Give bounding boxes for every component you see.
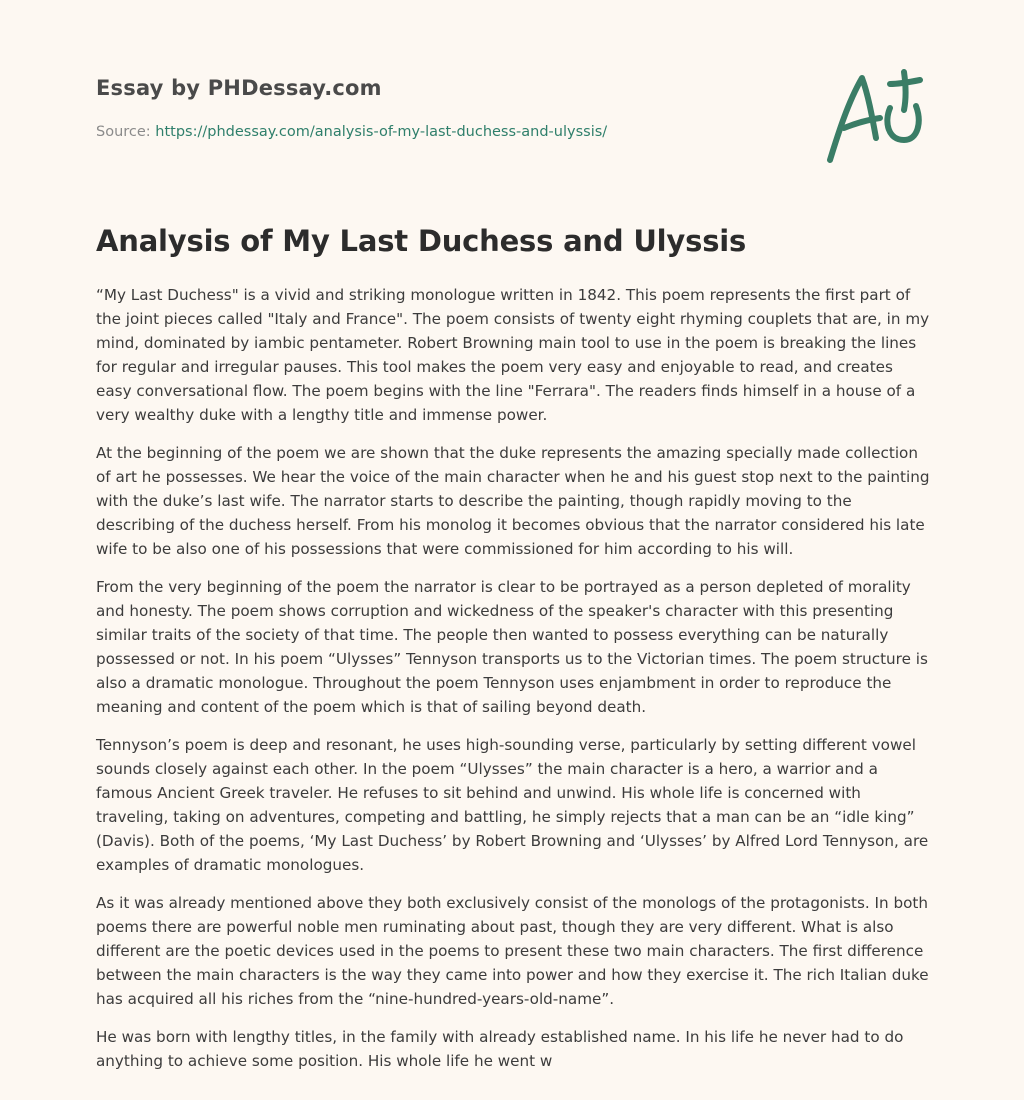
essay-title: Analysis of My Last Duchess and Ulyssis xyxy=(96,224,747,258)
source-label: Source: xyxy=(96,124,156,140)
a-plus-grade-icon xyxy=(824,64,928,168)
essay-body xyxy=(96,283,932,1087)
paragraph: As it was already mentioned above they both exclusively consist of the monologs of the protagonists. In both poems there are powerful noble men ruminating about past, though they are very different. What is also different are the poetic devices used in the poems to present these two main characters. The first difference between the main characters is the way they came into power and how they exercise it. The rich Italian duke has acquired all his riches from the “nine-hundred-years-old-name”. xyxy=(96,894,929,1008)
source-line xyxy=(96,124,607,140)
paragraph: “My Last Duchess" is a vivid and striking monologue written in 1842. This poem represents the first part of the joint pieces called "Italy and France". The poem consists of twenty eight rhyming couplets that are, in my mind, dominated by iambic pentameter. Robert Browning main tool to use in the poem is breaking the lines for regular and irregular pauses. This tool makes the poem very easy and enjoyable to read, and creates easy conversational flow. The poem begins with the line "Ferrara". The readers finds himself in a house of a very wealthy duke with a lengthy title and immense power. xyxy=(96,286,930,424)
paragraph: At the beginning of the poem we are shown that the duke represents the amazing specially made collection of art he possesses. We hear the voice of the main character when he and his guest stop next to the painting with the duke’s last wife. The narrator starts to describe the painting, though rapidly moving to the describing of the duchess herself. From his monolog it becomes obvious that the narrator considered his late wife to be also one of his possessions that were commissioned for him according to his will. xyxy=(96,444,930,558)
paragraph: From the very beginning of the poem the narrator is clear to be portrayed as a person depleted of morality and honesty. The poem shows corruption and wickedness of the speaker's character with this presenting similar traits of the society of that time. The people then wanted to possess everything can be naturally possessed or not. In his poem “Ulysses” Tennyson transports us to the Victorian times. The poem structure is also a dramatic monologue. Throughout the poem Tennyson uses enjambment in order to reproduce the meaning and content of the poem which is that of sailing beyond death. xyxy=(96,578,928,716)
source-link[interactable]: https://phdessay.com/analysis-of-my-last-duchess-and-ulyssis/ xyxy=(155,124,608,140)
brand-title: Essay by PHDessay.com xyxy=(96,76,382,100)
essay-page xyxy=(96,0,932,1070)
page-header xyxy=(96,0,932,200)
paragraph: Tennyson’s poem is deep and resonant, he uses high-sounding verse, particularly by setting different vowel sounds closely against each other. In the poem “Ulysses” the main character is a hero, a warrior and a famous Ancient Greek traveler. He refuses to sit behind and unwind. His whole life is concerned with traveling, taking on adventures, competing and battling, he simply rejects that a man can be an “idle king” (Davis). Both of the poems, ‘My Last Duchess’ by Robert Browning and ‘Ulysses’ by Alfred Lord Tennyson, are examples of dramatic monologues. xyxy=(96,736,929,874)
paragraph: He was born with lengthy titles, in the family with already established name. In his life he never had to do anything to achieve some position. His whole life he went w xyxy=(96,1028,904,1070)
